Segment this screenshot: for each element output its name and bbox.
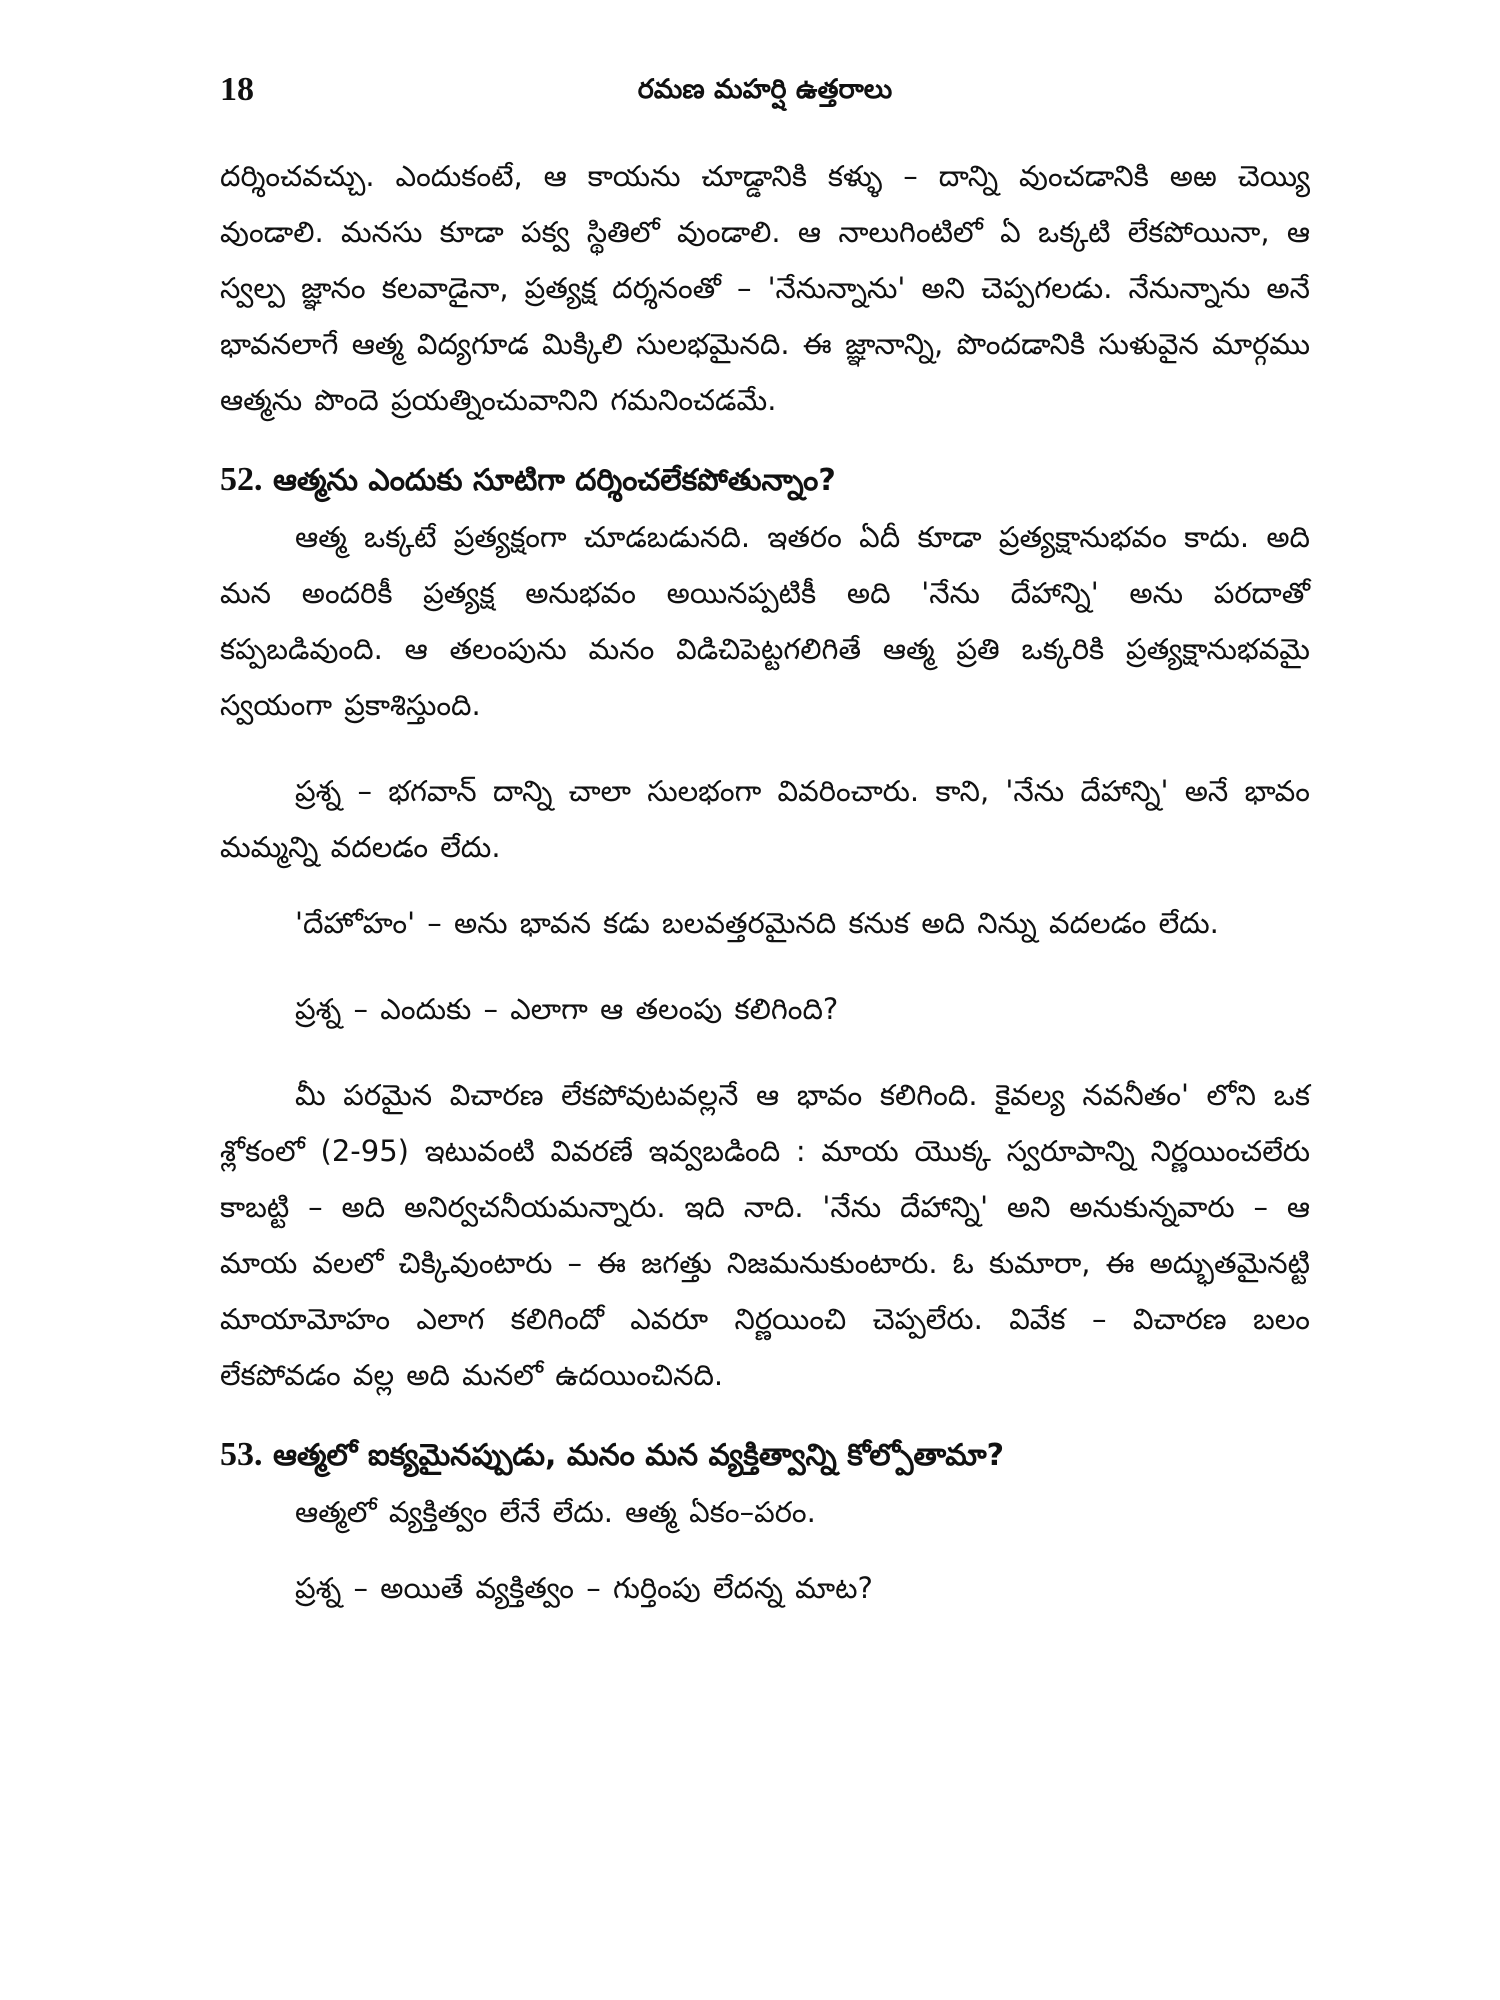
answer-paragraph: 'దేహోహం' – అను భావన కడు బలవత్తరమైనది కనుక అది నిన్ను వదలడం లేదు. (295, 906, 1219, 940)
question-number-52: 52. (220, 461, 263, 498)
answer-paragraph: మీ పరమైన విచారణ లేకపోవుటవల్లనే ఆ భావం కలిగింది. కైవల్య నవనీతం' లోని ఒక శ్లోకంలో (2-95) ఇటువంటి వివరణే ఇవ్వబడింది : మాయ యొక్క స్వరూపాన్ని నిర్ణయించలేరు కాబట్టి – అది అనిర్వచనీయమన్నారు. ఇది నాది. 'నేను దేహాన్ని' అని అనుకున్నవారు – ఆ మాయ వలలో చిక్కివుంటారు – ఈ జగత్తు నిజమనుకుంటారు. ఓ కుమారా, ఈ అద్భుతమైనట్టి మాయామోహం ఎలాగ కలిగిందో ఎవరూ నిర్ణయించి చెప్పలేరు. వివేక – విచారణ బలం లేకపోవడం వల్ల అది మనలో ఉదయించినది. (220, 1078, 1310, 1392)
answer-paragraph-53: ఆత్మలో వ్యక్తిత్వం లేనే లేదు. ఆత్మ ఏకం–పరం. (295, 1495, 816, 1529)
question-paragraph: ప్రశ్న – భగవాన్ దాన్ని చాలా సులభంగా వివరించారు. కాని, 'నేను దేహాన్ని' అనే భావం మమ్మన్ని వదలడం లేదు. (220, 774, 1310, 864)
running-title: రమణ మహర్షి ఉత్తరాలు (637, 74, 893, 105)
question-paragraph: ప్రశ్న – ఎందుకు – ఎలాగా ఆ తలంపు కలిగింది? (295, 992, 839, 1026)
answer-paragraph-52: ఆత్మ ఒక్కటే ప్రత్యక్షంగా చూడబడునది. ఇతరం ఏదీ కూడా ప్రత్యక్షానుభవం కాదు. అది మన అందరికీ ప్రత్యక్ష అనుభవం అయినప్పటికీ అది 'నేను దేహాన్ని' అను పరదాతో కప్పబడివుంది. ఆ తలంపును మనం విడిచిపెట్టగలిగితే ఆత్మ ప్రతి ఒక్కరికి ప్రత్యక్షానుభవమై స్వయంగా ప్రకాశిస్తుంది. (220, 520, 1310, 722)
question-number-53: 53. (220, 1436, 263, 1473)
question-text-52: ఆత్మను ఎందుకు సూటిగా దర్శించలేకపోతున్నాం? (272, 463, 836, 498)
page-body (220, 148, 1310, 1616)
question-heading-53 (220, 1427, 1310, 1484)
page-number: 18 (220, 71, 254, 108)
question-heading-52 (220, 452, 1310, 509)
question-paragraph: ప్రశ్న – అయితే వ్యక్తిత్వం – గుర్తింపు లేదన్న మాట? (295, 1571, 873, 1605)
paragraph-continued: దర్శించవచ్చు. ఎందుకంటే, ఆ కాయను చూడ్డానికి కళ్ళు – దాన్ని వుంచడానికి అఱ చెయ్యి వుండాలి. మనసు కూడా పక్వ స్థితిలో వుండాలి. ఆ నాలుగింటిలో ఏ ఒక్కటి లేకపోయినా, ఆ స్వల్ప జ్ఞానం కలవాడైనా, ప్రత్యక్ష దర్శనంతో – 'నేనున్నాను' అని చెప్పగలడు. నేనున్నాను అనే భావనలాగే ఆత్మ విద్యగూడ మిక్కిలి సులభమైనది. ఈ జ్ఞానాన్ని, పొందడానికి సుళువైన మార్గము ఆత్మను పొందె ప్రయత్నించువానిని గమనించడమే. (220, 159, 1310, 417)
question-text-53: ఆత్మలో ఐక్యమైనప్పుడు, మనం మన వ్యక్తిత్వాన్ని కోల్పోతామా? (272, 1438, 1005, 1473)
page-header (220, 70, 1310, 120)
